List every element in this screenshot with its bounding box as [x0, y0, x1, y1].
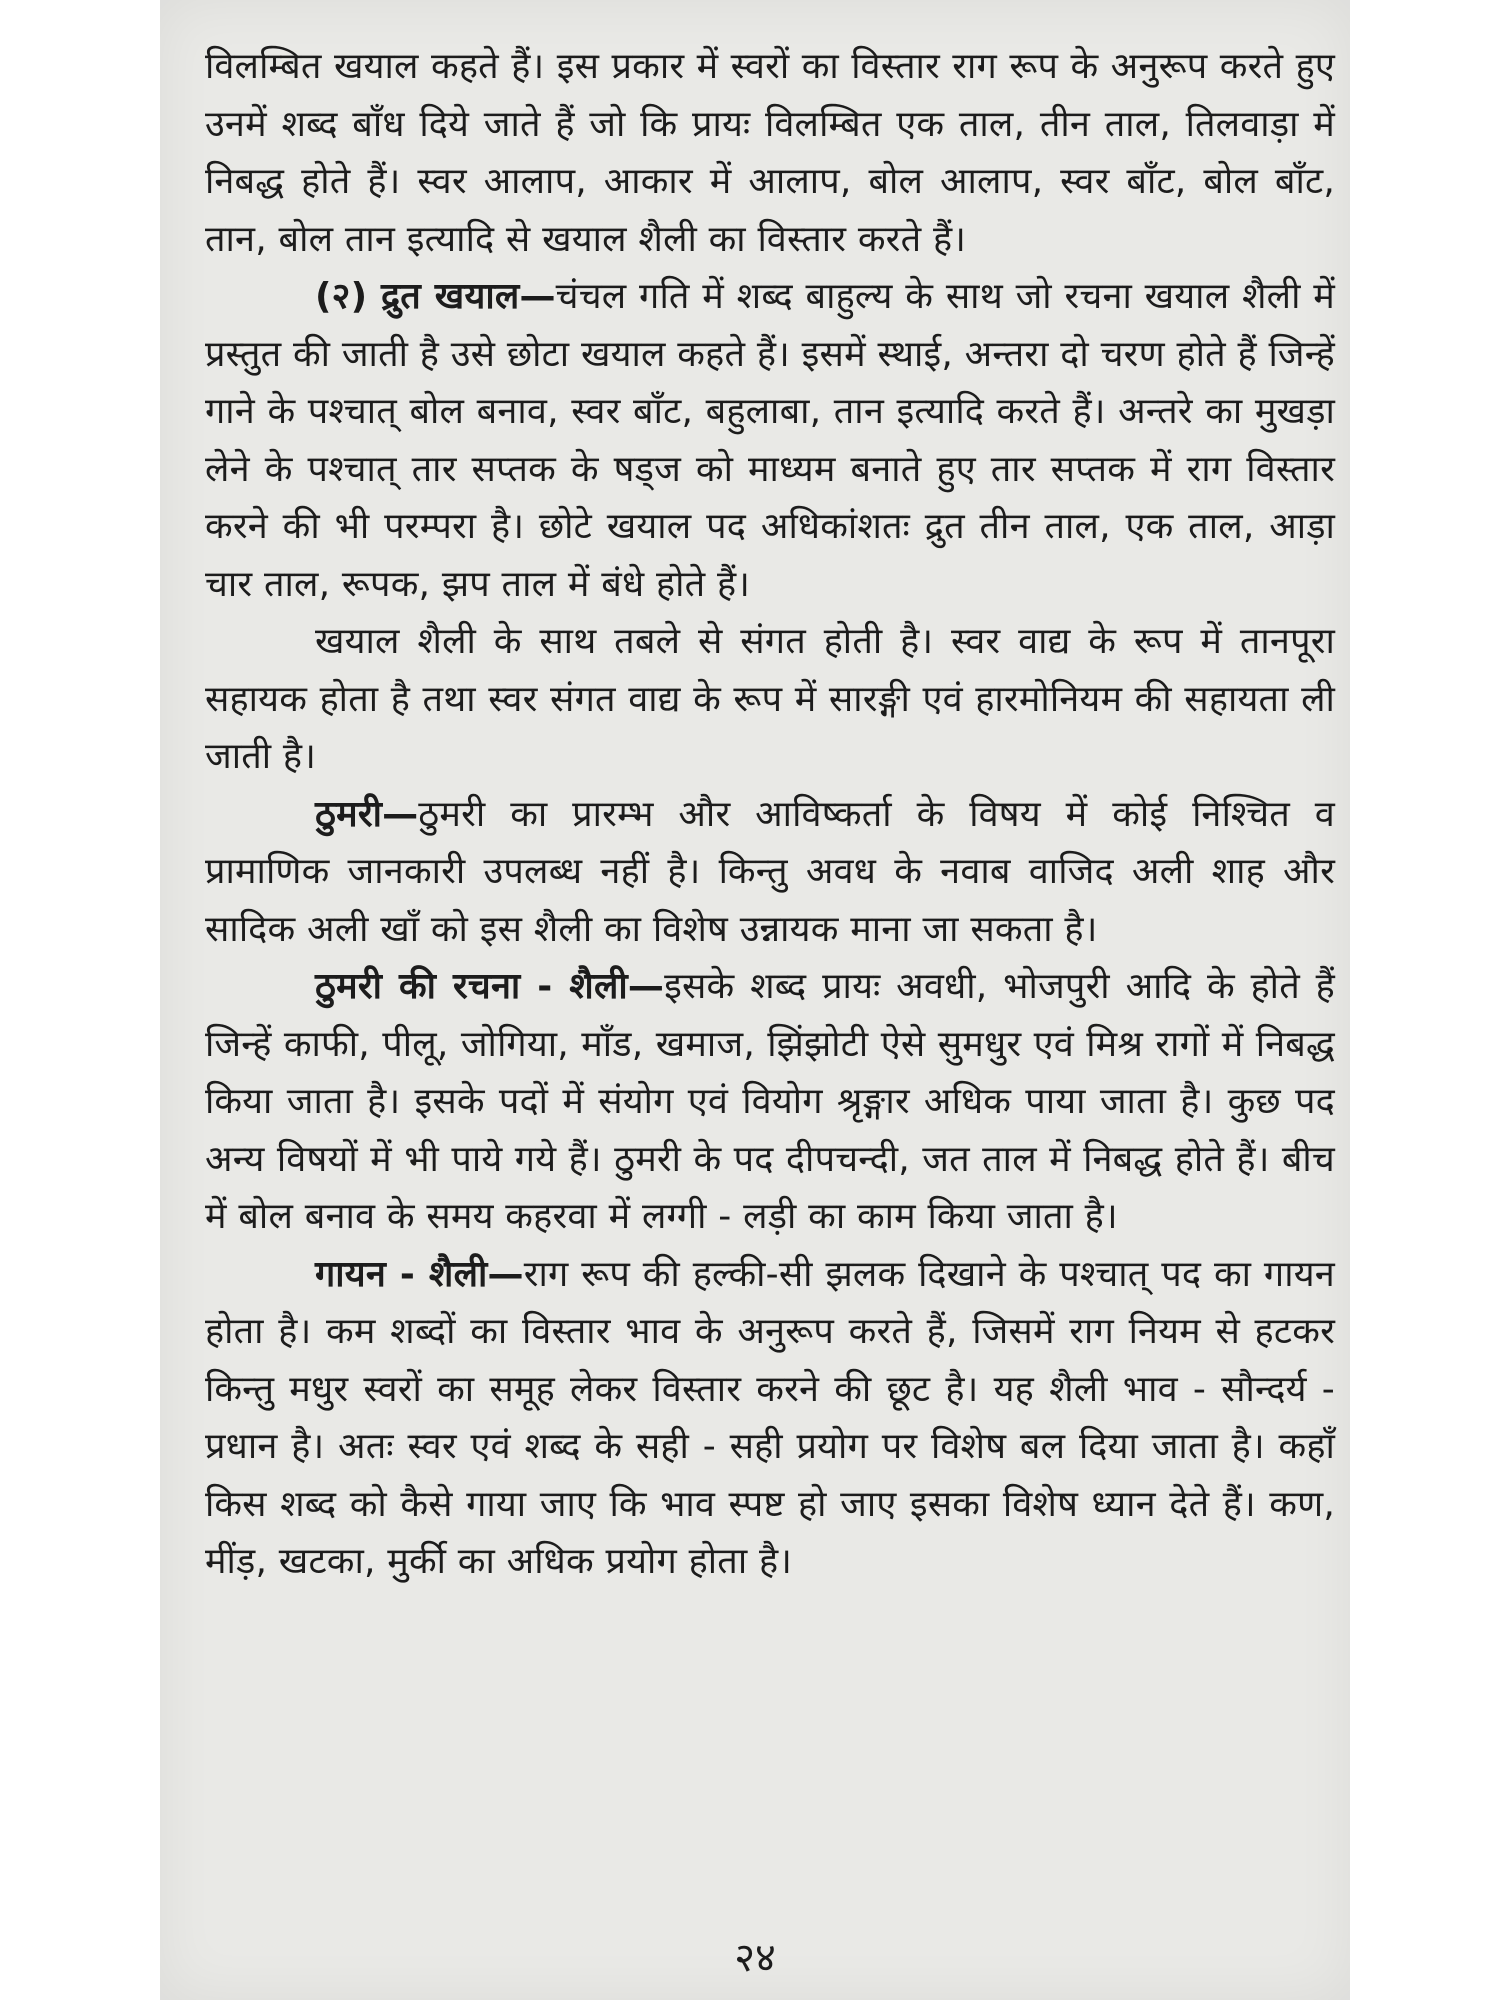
paragraph-text: ठुमरी का प्रारम्भ और आविष्कर्ता के विषय में कोई निश्चित व प्रामाणिक जानकारी उपलब्ध नहीं है। किन्तु अवध के नवाब वाजिद अली शाह और सादिक अली खाँ को इस शैली का विशेष उन्नायक माना जा सकता है। — [205, 793, 1335, 950]
paragraph-heading: ठुमरी— — [315, 793, 419, 835]
paragraph-heading: (२) द्रुत खयाल— — [315, 276, 556, 317]
paragraph-text: राग रूप की हल्की-सी झलक दिखाने के पश्चात् पद का गायन होता है। कम शब्दों का विस्तार भाव के अनुरूप करते हैं, जिसमें राग नियम से हटकर किन्तु मधुर स्वरों का समूह लेकर विस्तार करने की छूट है। यह शैली भाव - सौन्दर्य - प्रधान है। अतः स्वर एवं शब्द के सही - सही प्रयोग पर विशेष बल दिया जाता है। कहाँ किस शब्द को कैसे गाया जाए कि भाव स्पष्ट हो जाए इसका विशेष ध्यान देते हैं। कण, मींड़, खटका, मुर्की का अधिक प्रयोग होता है। — [205, 1253, 1335, 1582]
page-body — [205, 38, 1335, 1591]
paragraph-khayal-accompaniment — [205, 613, 1335, 786]
paragraph-drut-khayal — [205, 268, 1335, 613]
page-number: २४ — [734, 1935, 776, 1981]
paragraph-gayan-shaili — [205, 1246, 1335, 1591]
paragraph-heading: ठुमरी की रचना - शैली— — [315, 966, 665, 1007]
paragraph-thumri-composition — [205, 958, 1335, 1246]
paragraph-thumri — [205, 786, 1335, 959]
paragraph-vilambit-khayal — [205, 38, 1335, 268]
paragraph-text: विलम्बित खयाल कहते हैं। इस प्रकार में स्वरों का विस्तार राग रूप के अनुरूप करते हुए उनमें शब्द बाँध दिये जाते हैं जो कि प्रायः विलम्बित एक ताल, तीन ताल, तिलवाड़ा में निबद्ध होते हैं। स्वर आलाप, आकार में आलाप, बोल आलाप, स्वर बाँट, बोल बाँट, तान, बोल तान इत्यादि से खयाल शैली का विस्तार करते हैं। — [205, 46, 1335, 260]
paragraph-text: इसके शब्द प्रायः अवधी, भोजपुरी आदि के होते हैं जिन्हें काफी, पीलू, जोगिया, माँड, खमाज, झिंझोटी ऐसे सुमधुर एवं मिश्र रागों में निबद्ध किया जाता है। इसके पदों में संयोग एवं वियोग श्रृङ्गार अधिक पाया जाता है। कुछ पद अन्य विषयों में भी पाये गये हैं। ठुमरी के पद दीपचन्दी, जत ताल में निबद्ध होते हैं। बीच में बोल बनाव के समय कहरवा में लग्गी - लड़ी का काम किया जाता है। — [205, 966, 1336, 1237]
paragraph-text: खयाल शैली के साथ तबले से संगत होती है। स्वर वाद्य के रूप में तानपूरा सहायक होता है तथा स्वर संगत वाद्य के रूप में सारङ्गी एवं हारमोनियम की सहायता ली जाती है। — [205, 621, 1335, 777]
paragraph-text: चंचल गति में शब्द बाहुल्य के साथ जो रचना खयाल शैली में प्रस्तुत की जाती है उसे छोटा खयाल कहते हैं। इसमें स्थाई, अन्तरा दो चरण होते हैं जिन्हें गाने के पश्चात् बोल बनाव, स्वर बाँट, बहुलाबा, तान इत्यादि करते हैं। अन्तरे का मुखड़ा लेने के पश्चात् तार सप्तक के षड्ज को माध्यम बनाते हुए तार सप्तक में राग विस्तार करने की भी परम्परा है। छोटे खयाल पद अधिकांशतः द्रुत तीन ताल, एक ताल, आड़ा चार ताल, रूपक, झप ताल में बंधे होते हैं। — [205, 276, 1335, 605]
book-page — [160, 0, 1350, 2000]
paragraph-heading: गायन - शैली— — [315, 1253, 524, 1295]
